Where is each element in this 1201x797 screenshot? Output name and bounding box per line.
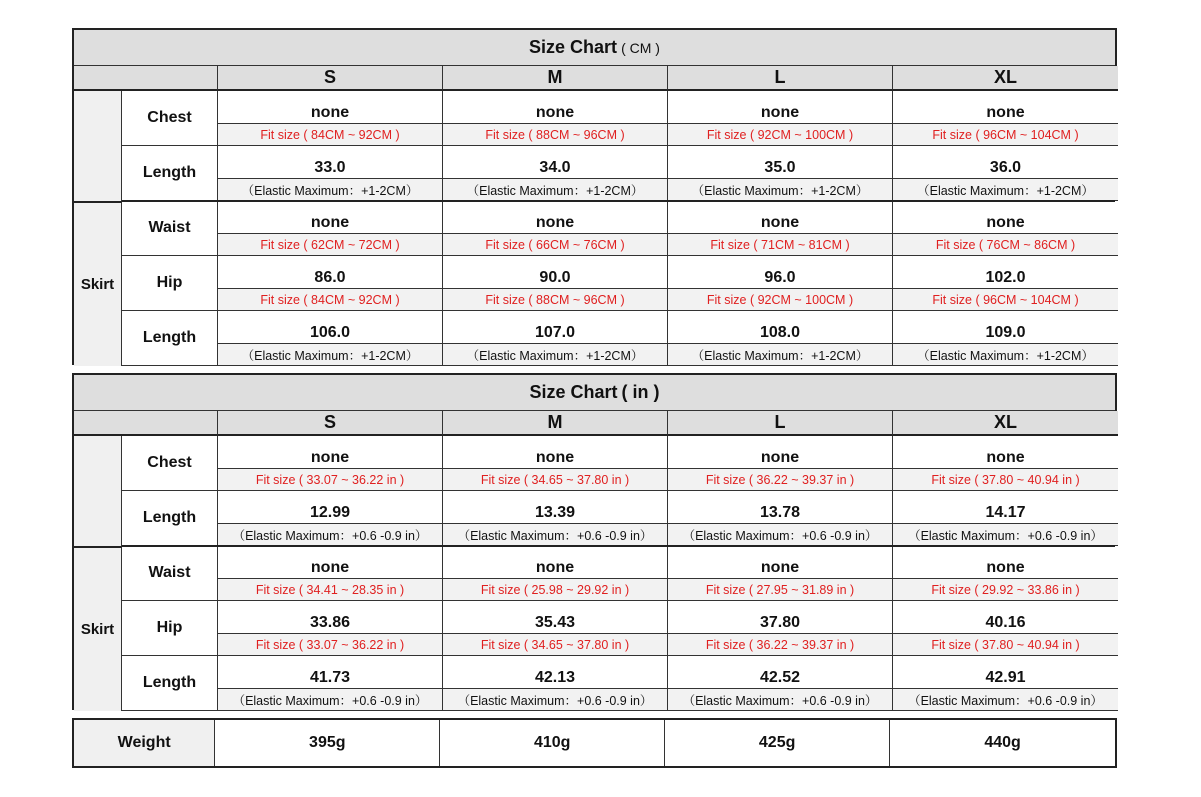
fit-size-note: Fit size ( 34.41 ~ 28.35 in ) — [217, 578, 442, 601]
weight-value-l: 425g — [664, 720, 889, 766]
measure-value: none — [442, 201, 667, 233]
elastic-note: （Elastic Maximum：+1-2CM） — [442, 343, 667, 366]
elastic-note: （Elastic Maximum：+0.6 -0.9 in） — [892, 523, 1118, 546]
weight-label: Weight — [74, 720, 214, 766]
measure-value: none — [442, 91, 667, 123]
measure-value: 33.0 — [217, 146, 442, 178]
weight-value-xl: 440g — [889, 720, 1115, 766]
chart-unit: ( CM ) — [621, 39, 660, 56]
fit-size-note: Fit size ( 62CM ~ 72CM ) — [217, 233, 442, 256]
fit-size-note: Fit size ( 88CM ~ 96CM ) — [442, 123, 667, 146]
elastic-note: （Elastic Maximum：+1-2CM） — [667, 178, 892, 201]
fit-size-note: Fit size ( 92CM ~ 100CM ) — [667, 123, 892, 146]
fit-size-note: Fit size ( 96CM ~ 104CM ) — [892, 288, 1118, 311]
group-label: Skirt — [74, 546, 122, 711]
measure-value: 108.0 — [667, 311, 892, 343]
fit-size-note: Fit size ( 71CM ~ 81CM ) — [667, 233, 892, 256]
measure-value: none — [892, 91, 1118, 123]
measure-value: 35.43 — [442, 601, 667, 633]
fit-size-note: Fit size ( 88CM ~ 96CM ) — [442, 288, 667, 311]
measure-value: 96.0 — [667, 256, 892, 288]
measure-label: Chest — [122, 436, 217, 491]
fit-size-note: Fit size ( 37.80 ~ 40.94 in ) — [892, 633, 1118, 656]
elastic-note: （Elastic Maximum：+1-2CM） — [217, 178, 442, 201]
measure-value: 40.16 — [892, 601, 1118, 633]
measure-value: 34.0 — [442, 146, 667, 178]
measure-value: 33.86 — [217, 601, 442, 633]
fit-size-note: Fit size ( 34.65 ~ 37.80 in ) — [442, 468, 667, 491]
weight-value-s: 395g — [214, 720, 439, 766]
measure-value: 35.0 — [667, 146, 892, 178]
size-header-s: S — [217, 411, 442, 436]
measure-value: 86.0 — [217, 256, 442, 288]
measure-label: Waist — [122, 546, 217, 601]
measure-value: none — [892, 436, 1118, 468]
measure-value: 13.39 — [442, 491, 667, 523]
measure-value: none — [667, 436, 892, 468]
size-header-m: M — [442, 411, 667, 436]
measure-label: Waist — [122, 201, 217, 256]
fit-size-note: Fit size ( 34.65 ~ 37.80 in ) — [442, 633, 667, 656]
size-header-xl: XL — [892, 411, 1118, 436]
measure-value: 42.13 — [442, 656, 667, 688]
chart-title-text: Size Chart — [529, 382, 618, 402]
measure-value: none — [667, 546, 892, 578]
measure-value: 41.73 — [217, 656, 442, 688]
fit-size-note: Fit size ( 96CM ~ 104CM ) — [892, 123, 1118, 146]
group-label: Skirt — [74, 201, 122, 366]
elastic-note: （Elastic Maximum：+1-2CM） — [217, 343, 442, 366]
group-label — [74, 91, 122, 201]
measure-value: 109.0 — [892, 311, 1118, 343]
weight-table — [72, 718, 1117, 768]
measure-value: 107.0 — [442, 311, 667, 343]
measure-value: 102.0 — [892, 256, 1118, 288]
measure-value: 37.80 — [667, 601, 892, 633]
measure-label: Length — [122, 656, 217, 711]
measure-value: none — [442, 436, 667, 468]
measure-value: 106.0 — [217, 311, 442, 343]
measure-value: 14.17 — [892, 491, 1118, 523]
measure-value: none — [217, 201, 442, 233]
size-header-m: M — [442, 66, 667, 91]
measure-value: 12.99 — [217, 491, 442, 523]
header-corner — [74, 411, 217, 436]
measure-value: none — [892, 546, 1118, 578]
size-chart-cm — [72, 28, 1117, 365]
measure-label: Length — [122, 146, 217, 201]
measure-value: 42.52 — [667, 656, 892, 688]
size-header-xl: XL — [892, 66, 1118, 91]
measure-value: none — [442, 546, 667, 578]
group-label — [74, 436, 122, 546]
measure-value: none — [217, 436, 442, 468]
elastic-note: （Elastic Maximum：+0.6 -0.9 in） — [217, 523, 442, 546]
measure-label: Hip — [122, 601, 217, 656]
measure-value: none — [892, 201, 1118, 233]
fit-size-note: Fit size ( 25.98 ~ 29.92 in ) — [442, 578, 667, 601]
measure-value: none — [667, 91, 892, 123]
measure-value: 90.0 — [442, 256, 667, 288]
weight-value-m: 410g — [439, 720, 664, 766]
measure-label: Length — [122, 311, 217, 366]
measure-value: 36.0 — [892, 146, 1118, 178]
elastic-note: （Elastic Maximum：+0.6 -0.9 in） — [217, 688, 442, 711]
elastic-note: （Elastic Maximum：+1-2CM） — [442, 178, 667, 201]
fit-size-note: Fit size ( 37.80 ~ 40.94 in ) — [892, 468, 1118, 491]
measure-label: Chest — [122, 91, 217, 146]
size-header-s: S — [217, 66, 442, 91]
fit-size-note: Fit size ( 84CM ~ 92CM ) — [217, 123, 442, 146]
elastic-note: （Elastic Maximum：+1-2CM） — [892, 343, 1118, 366]
chart-unit: ( in ) — [621, 382, 660, 402]
fit-size-note: Fit size ( 27.95 ~ 31.89 in ) — [667, 578, 892, 601]
header-corner — [74, 66, 217, 91]
measure-value: 42.91 — [892, 656, 1118, 688]
elastic-note: （Elastic Maximum：+0.6 -0.9 in） — [667, 688, 892, 711]
measure-label: Length — [122, 491, 217, 546]
elastic-note: （Elastic Maximum：+0.6 -0.9 in） — [667, 523, 892, 546]
fit-size-note: Fit size ( 36.22 ~ 39.37 in ) — [667, 633, 892, 656]
elastic-note: （Elastic Maximum：+1-2CM） — [667, 343, 892, 366]
chart-title — [74, 30, 1115, 66]
measure-value: none — [217, 91, 442, 123]
fit-size-note: Fit size ( 36.22 ~ 39.37 in ) — [667, 468, 892, 491]
fit-size-note: Fit size ( 76CM ~ 86CM ) — [892, 233, 1118, 256]
measure-label: Hip — [122, 256, 217, 311]
fit-size-note: Fit size ( 33.07 ~ 36.22 in ) — [217, 468, 442, 491]
group-separator — [122, 200, 1115, 202]
size-header-l: L — [667, 411, 892, 436]
measure-value: 13.78 — [667, 491, 892, 523]
elastic-note: （Elastic Maximum：+0.6 -0.9 in） — [442, 523, 667, 546]
fit-size-note: Fit size ( 84CM ~ 92CM ) — [217, 288, 442, 311]
size-chart-in — [72, 373, 1117, 710]
elastic-note: （Elastic Maximum：+0.6 -0.9 in） — [442, 688, 667, 711]
measure-value: none — [667, 201, 892, 233]
chart-title — [74, 375, 1115, 411]
elastic-note: （Elastic Maximum：+1-2CM） — [892, 178, 1118, 201]
group-separator — [122, 545, 1115, 547]
fit-size-note: Fit size ( 92CM ~ 100CM ) — [667, 288, 892, 311]
fit-size-note: Fit size ( 33.07 ~ 36.22 in ) — [217, 633, 442, 656]
chart-title-text: Size Chart — [529, 37, 618, 57]
fit-size-note: Fit size ( 66CM ~ 76CM ) — [442, 233, 667, 256]
elastic-note: （Elastic Maximum：+0.6 -0.9 in） — [892, 688, 1118, 711]
measure-value: none — [217, 546, 442, 578]
size-header-l: L — [667, 66, 892, 91]
fit-size-note: Fit size ( 29.92 ~ 33.86 in ) — [892, 578, 1118, 601]
